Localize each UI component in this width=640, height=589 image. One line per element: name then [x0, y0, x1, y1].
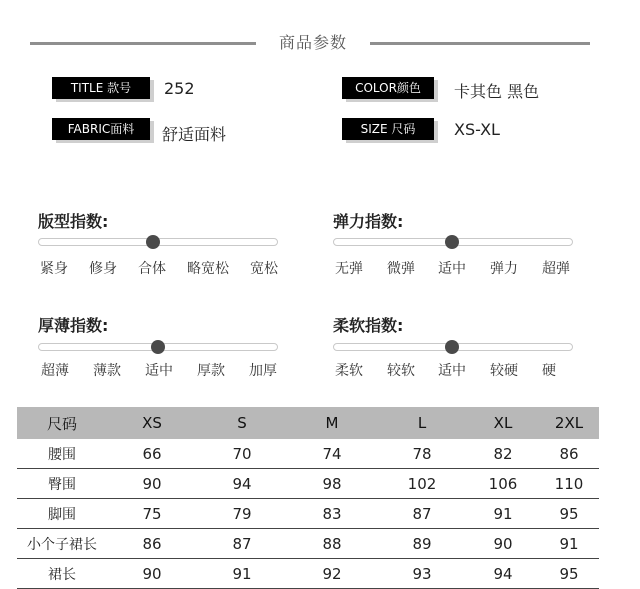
- title-value: 252: [164, 79, 195, 98]
- row-label: 小个子裙长: [17, 529, 107, 559]
- fit-index-option: 宽松: [250, 261, 278, 277]
- softness-index-option: 较软: [387, 363, 415, 379]
- softness-index-option: 柔软: [335, 363, 363, 379]
- table-cell: 86: [539, 439, 599, 469]
- thickness-index-title: 厚薄指数:: [38, 316, 109, 335]
- row-label: 臀围: [17, 469, 107, 499]
- thickness-index-option: 厚款: [197, 363, 225, 379]
- table-cell: 94: [467, 559, 539, 589]
- section-title: 商品参数: [278, 33, 347, 52]
- softness-index-knob: [445, 340, 459, 354]
- table-row: [17, 559, 599, 589]
- softness-index-option: 较硬: [490, 363, 518, 379]
- size-table-header: XL: [467, 407, 539, 439]
- fit-index-option: 修身: [89, 261, 117, 277]
- size-table-header: XS: [107, 407, 197, 439]
- table-row: [17, 499, 599, 529]
- color-tag: COLOR颜色: [342, 77, 434, 99]
- row-label: 裙长: [17, 559, 107, 589]
- table-cell: 89: [377, 529, 467, 559]
- size-table-header-row: [17, 407, 599, 439]
- size-table-header: S: [197, 407, 287, 439]
- thickness-index-knob: [151, 340, 165, 354]
- title-tag: TITLE 款号: [52, 77, 150, 99]
- size-table-header: M: [287, 407, 377, 439]
- fit-index-knob: [146, 235, 160, 249]
- size-table-header: 尺码: [17, 407, 107, 439]
- fabric-value: 舒适面料: [162, 125, 227, 144]
- table-cell: 92: [287, 559, 377, 589]
- stretch-index-option: 适中: [438, 261, 466, 277]
- table-row: [17, 439, 599, 469]
- thickness-index-option: 薄款: [93, 363, 121, 379]
- size-table: [17, 407, 599, 589]
- stretch-index-knob: [445, 235, 459, 249]
- stretch-index-option: 弹力: [490, 261, 518, 277]
- thickness-index-option: 适中: [145, 363, 173, 379]
- table-cell: 86: [107, 529, 197, 559]
- size-table-header: 2XL: [539, 407, 599, 439]
- table-cell: 91: [467, 499, 539, 529]
- table-cell: 90: [107, 469, 197, 499]
- softness-index-option: 适中: [438, 363, 466, 379]
- table-cell: 75: [107, 499, 197, 529]
- table-cell: 91: [539, 529, 599, 559]
- fit-index-option: 合体: [138, 261, 166, 277]
- stretch-index-option: 无弹: [335, 261, 363, 277]
- table-cell: 91: [197, 559, 287, 589]
- stretch-index-option: 微弹: [387, 261, 415, 277]
- table-row: [17, 469, 599, 499]
- stretch-index-title: 弹力指数:: [333, 212, 404, 231]
- row-label: 脚围: [17, 499, 107, 529]
- table-cell: 93: [377, 559, 467, 589]
- size-value: XS-XL: [454, 120, 500, 139]
- table-cell: 98: [287, 469, 377, 499]
- row-label: 腰围: [17, 439, 107, 469]
- table-cell: 74: [287, 439, 377, 469]
- fit-index-option: 紧身: [40, 261, 68, 277]
- table-cell: 95: [539, 499, 599, 529]
- size-table-header: L: [377, 407, 467, 439]
- softness-index-option: 硬: [542, 363, 556, 379]
- table-cell: 88: [287, 529, 377, 559]
- table-cell: 94: [197, 469, 287, 499]
- size-tag: SIZE 尺码: [342, 118, 434, 140]
- table-cell: 70: [197, 439, 287, 469]
- table-cell: 87: [197, 529, 287, 559]
- fit-index-title: 版型指数:: [38, 212, 109, 231]
- softness-index-title: 柔软指数:: [333, 316, 404, 335]
- table-cell: 83: [287, 499, 377, 529]
- table-cell: 90: [107, 559, 197, 589]
- table-cell: 102: [377, 469, 467, 499]
- stretch-index-option: 超弹: [542, 261, 570, 277]
- header-line-right: [370, 42, 590, 45]
- table-cell: 95: [539, 559, 599, 589]
- thickness-index-option: 超薄: [41, 363, 69, 379]
- table-cell: 90: [467, 529, 539, 559]
- table-cell: 110: [539, 469, 599, 499]
- fabric-tag: FABRIC面料: [52, 118, 150, 140]
- table-cell: 106: [467, 469, 539, 499]
- fit-index-option: 略宽松: [187, 261, 229, 277]
- table-cell: 78: [377, 439, 467, 469]
- header-line-left: [30, 42, 256, 45]
- table-row: [17, 529, 599, 559]
- thickness-index-option: 加厚: [249, 363, 277, 379]
- table-cell: 87: [377, 499, 467, 529]
- color-value: 卡其色 黑色: [454, 82, 540, 101]
- table-cell: 79: [197, 499, 287, 529]
- table-cell: 82: [467, 439, 539, 469]
- table-cell: 66: [107, 439, 197, 469]
